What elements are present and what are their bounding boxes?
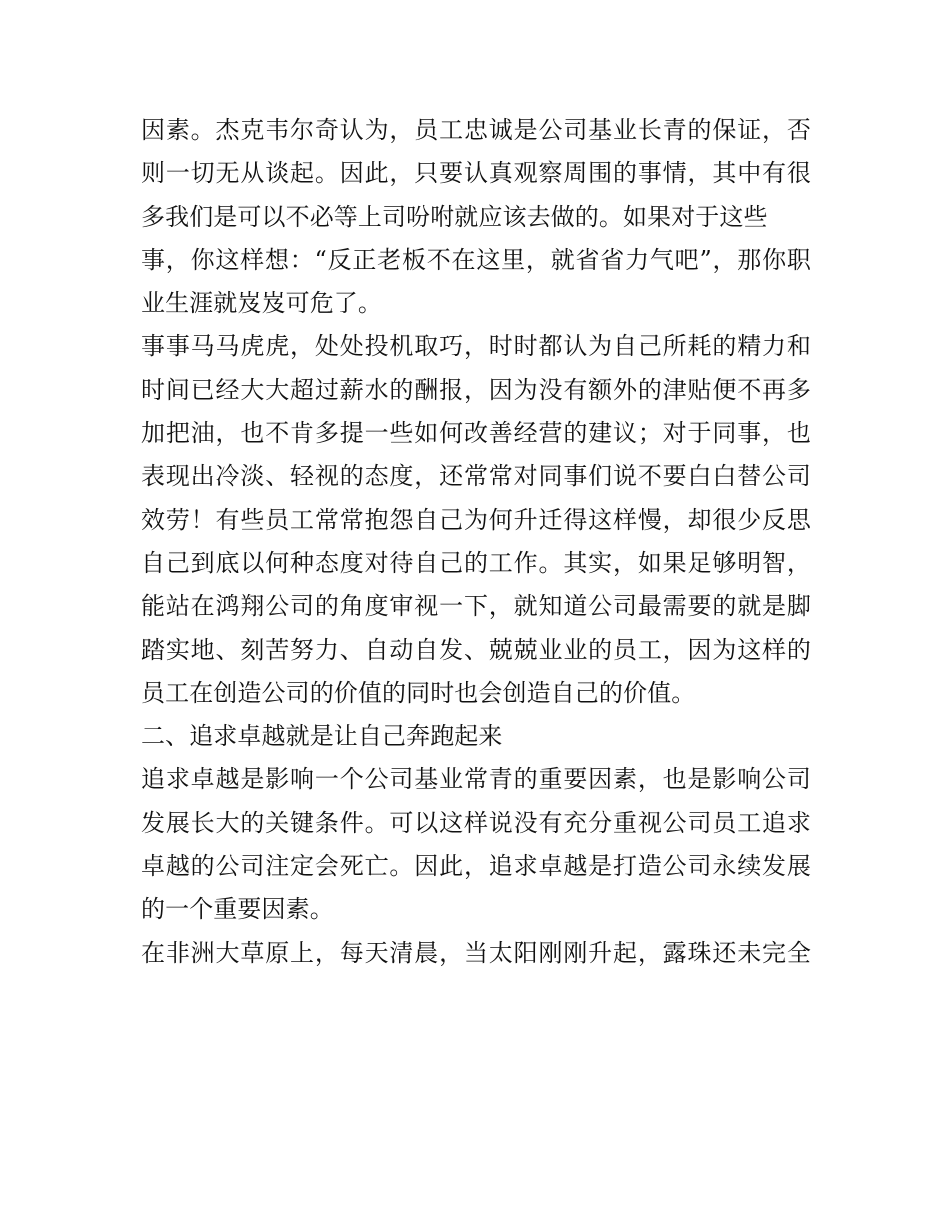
text-line: 业生涯就岌岌可危了。 <box>141 289 382 318</box>
text-line: 的一个重要因素。 <box>141 895 334 924</box>
text-line: 则一切无从谈起。因此，只要认真观察周围的事情，其中有很 <box>141 159 811 188</box>
text-line: 自己到底以何种态度对待自己的工作。其实，如果足够明智， <box>141 548 811 577</box>
text-line: 因素。杰克韦尔奇认为，员工忠诚是公司基业长青的保证，否 <box>141 116 811 144</box>
text-line: 在非洲大草原上，每天清晨，当太阳刚刚升起，露珠还未完全 <box>141 938 811 967</box>
text-line: 表现出冷淡、轻视的态度，还常常对同事们说不要白白替公司 <box>141 462 811 491</box>
text-line: 卓越的公司注定会死亡。因此，追求卓越是打造公司永续发展 <box>141 852 811 881</box>
text-line: 发展长大的关键条件。可以这样说没有充分重视公司员工追求 <box>141 808 811 837</box>
text-line: 加把油，也不肯多提一些如何改善经营的建议；对于同事，也 <box>141 419 811 448</box>
text-line: 多我们是可以不必等上司吩咐就应该去做的。如果对于这些 <box>141 202 768 231</box>
text-line: 事，你这样想：“反正老板不在这里，就省省力气吧”，那你职 <box>141 245 811 274</box>
text-line: 效劳！有些员工常常抱怨自己为何升迁得这样慢，却很少反思 <box>141 505 811 534</box>
section-heading: 二、追求卓越就是让自己奔跑起来 <box>141 722 503 751</box>
text-line: 能站在鸿翔公司的角度审视一下，就知道公司最需要的就是脚 <box>141 592 811 621</box>
text-line: 追求卓越是影响一个公司基业常青的重要因素，也是影响公司 <box>141 765 811 794</box>
document-body <box>141 109 811 975</box>
text-line: 时间已经大大超过薪水的酬报，因为没有额外的津贴便不再多 <box>141 375 811 404</box>
text-line: 事事马马虎虎，处处投机取巧，时时都认为自己所耗的精力和 <box>141 332 811 361</box>
text-line: 踏实地、刻苦努力、自动自发、兢兢业业的员工，因为这样的 <box>141 635 811 664</box>
text-line: 员工在创造公司的价值的同时也会创造自己的价值。 <box>141 678 696 707</box>
